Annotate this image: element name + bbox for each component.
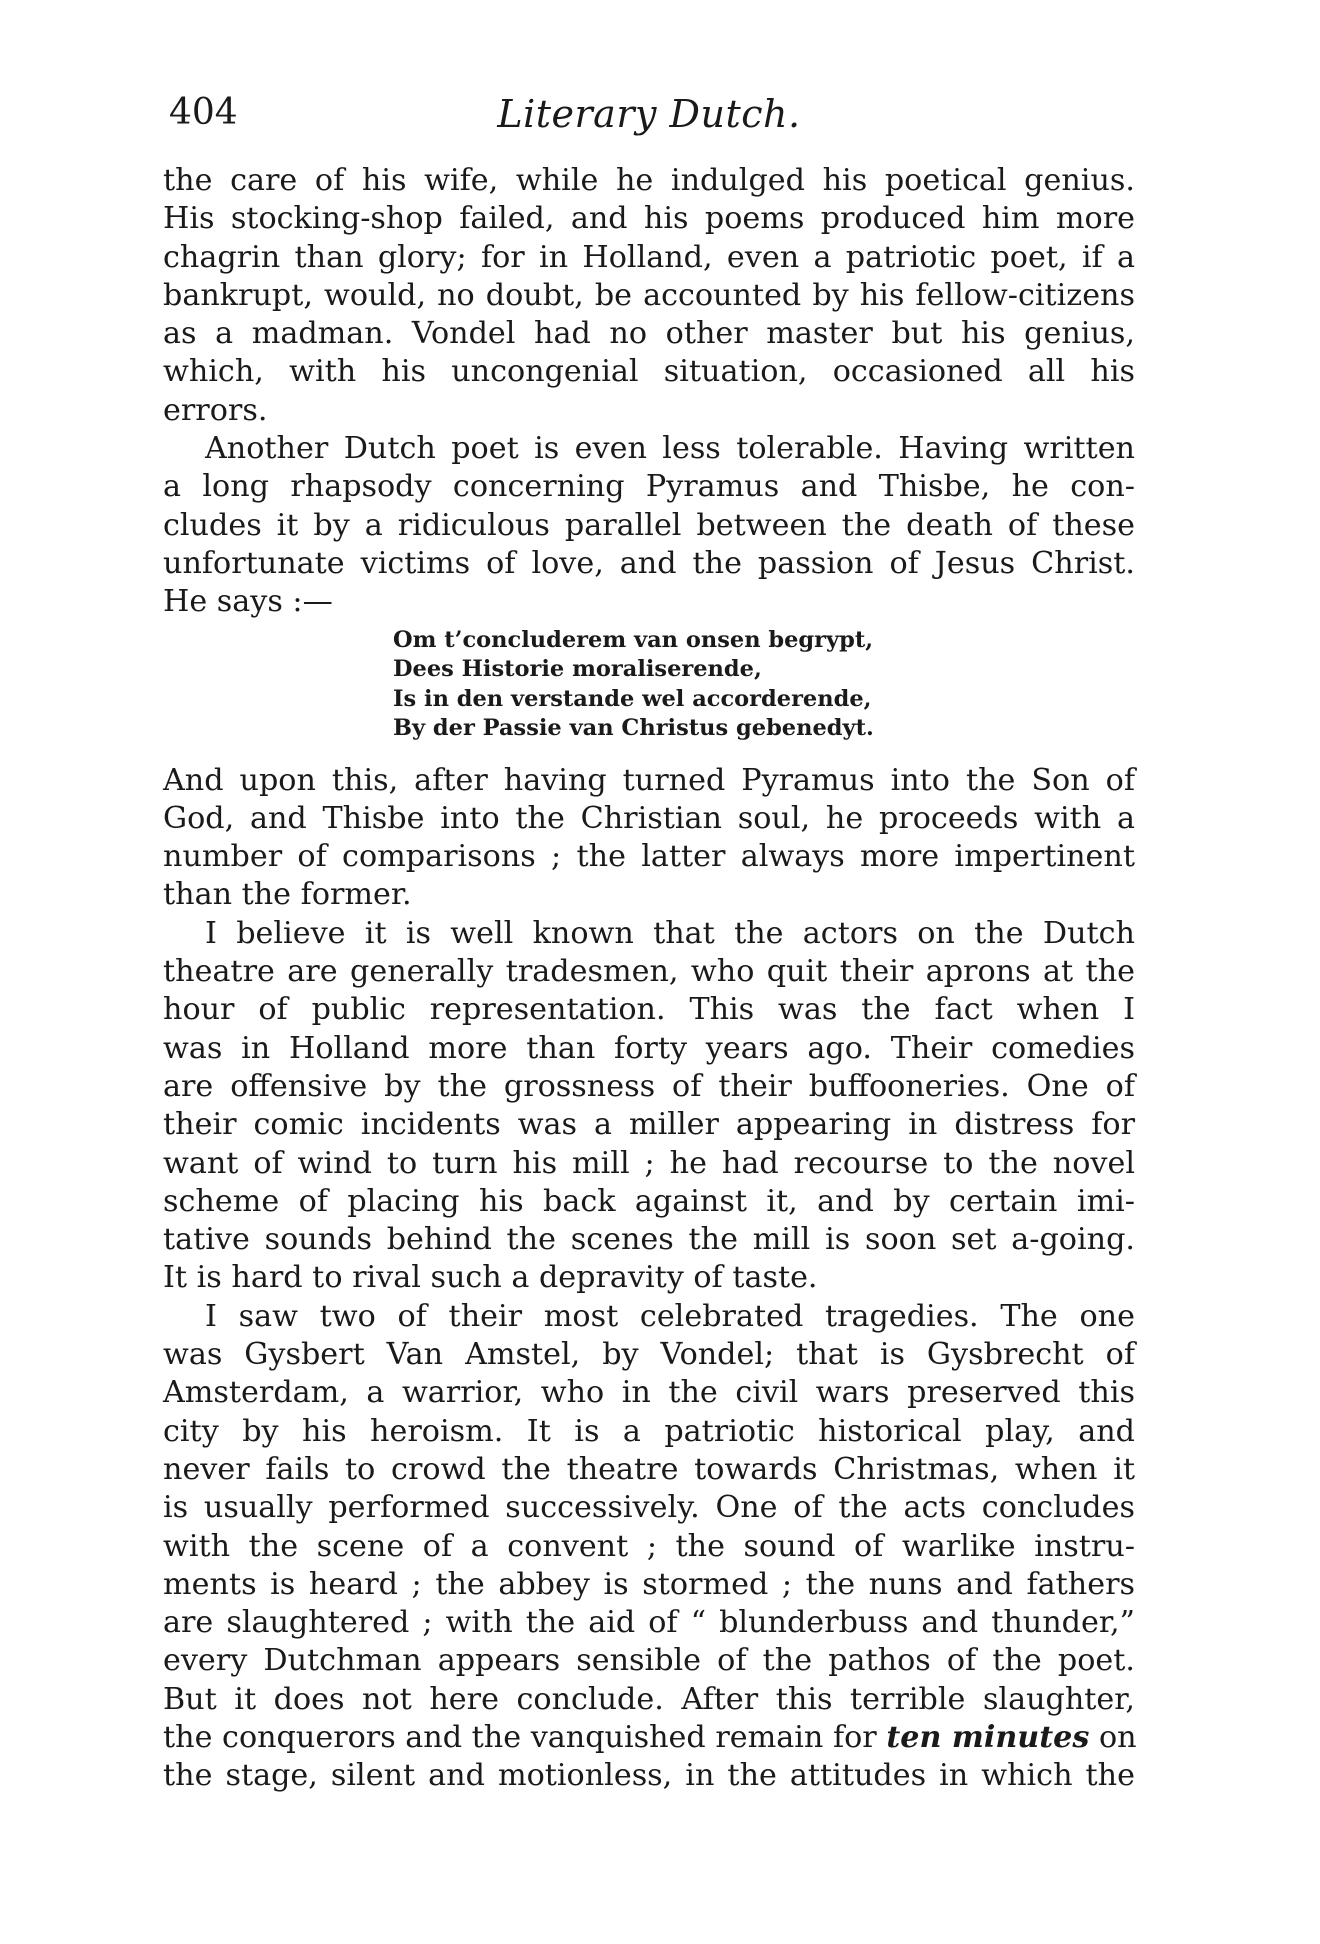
text-line: which, with his uncongenial situation, occasioned all his xyxy=(163,354,1135,390)
text-line: His stocking-shop failed, and his poems produced him more xyxy=(163,201,1135,237)
verse-line: Dees Historie moraliserende, xyxy=(393,656,762,683)
text-line: never fails to crowd the theatre towards Christmas, when it xyxy=(163,1451,1135,1487)
paragraph-pyramus-thisbe xyxy=(163,430,1135,621)
text-line: the stage, silent and motionless, in the attitudes in which the xyxy=(163,1758,1135,1794)
text-line: I believe it is well known that the actors on the Dutch xyxy=(205,915,1135,951)
text-line: unfortunate victims of love, and the passion of Jesus Christ. xyxy=(163,545,1135,581)
text-line: was Gysbert Van Amstel, by Vondel; that is Gysbrecht of xyxy=(163,1337,1135,1373)
text-line: their comic incidents was a miller appearing in distress for xyxy=(163,1107,1135,1143)
running-title: Literary Dutch. xyxy=(497,92,801,136)
text-line: But it does not here conclude. After this terrible slaughter, xyxy=(163,1681,1135,1717)
text-line: tative sounds behind the scenes the mill is soon set a-going. xyxy=(163,1222,1135,1258)
page-body xyxy=(163,162,1135,1796)
text-line: than the former. xyxy=(163,877,412,913)
verse-line: Om t’concluderem van onsen begrypt, xyxy=(393,626,874,653)
text-line: are offensive by the grossness of their buffooneries. One of xyxy=(163,1068,1135,1104)
paragraph-vondel-genius xyxy=(163,162,1135,430)
paragraph-comparisons xyxy=(163,762,1135,915)
book-page xyxy=(163,92,1135,1796)
text-line-with-emphasis xyxy=(163,1719,1135,1757)
text-line: city by his heroism. It is a patriotic historical play, and xyxy=(163,1413,1135,1449)
text-line: ments is heard ; the abbey is stormed ; the nuns and fathers xyxy=(163,1566,1135,1602)
text-line: And upon this, after having turned Pyramus into the Son of xyxy=(163,762,1135,798)
text-line: He says :— xyxy=(163,584,333,620)
text-line: with the scene of a convent ; the sound of warlike instru- xyxy=(163,1528,1135,1564)
text-line: are slaughtered ; with the aid of “ blunderbuss and thunder,” xyxy=(163,1605,1135,1641)
emphasized-text: ten minutes xyxy=(886,1719,1090,1755)
text-line: as a madman. Vondel had no other master but his genius, xyxy=(163,316,1135,352)
text-line: is usually performed successively. One of the acts concludes xyxy=(163,1490,1135,1526)
text-line: theatre are generally tradesmen, who quit their aprons at the xyxy=(163,954,1135,990)
text-segment: the conquerors and the vanquished remain for xyxy=(163,1719,887,1755)
text-line: number of comparisons ; the latter always more impertinent xyxy=(163,839,1135,875)
paragraph-tragedies xyxy=(163,1298,1135,1796)
text-line: the care of his wife, while he indulged his poetical genius. xyxy=(163,163,1135,198)
text-line: was in Holland more than forty years ago. Their comedies xyxy=(163,1030,1135,1066)
text-line: God, and Thisbe into the Christian soul, he proceeds with a xyxy=(163,800,1135,836)
text-line: bankrupt, would, no doubt, be accounted by his fellow-citizens xyxy=(163,277,1135,313)
text-line: scheme of placing his back against it, and by certain imi- xyxy=(163,1183,1135,1219)
text-line: a long rhapsody concerning Pyramus and Thisbe, he con- xyxy=(163,469,1135,505)
paragraph-dutch-actors xyxy=(163,915,1135,1298)
text-line: It is hard to rival such a depravity of taste. xyxy=(163,1260,818,1296)
text-line: errors. xyxy=(163,392,268,428)
text-line: I saw two of their most celebrated tragedies. The one xyxy=(205,1298,1135,1334)
text-line: hour of public representation. This was the fact when I xyxy=(163,992,1135,1028)
text-line: want of wind to turn his mill ; he had recourse to the novel xyxy=(163,1145,1135,1181)
page-header xyxy=(163,92,1135,148)
text-segment: on xyxy=(1089,1719,1137,1755)
text-line: Amsterdam, a warrior, who in the civil wars preserved this xyxy=(163,1375,1135,1411)
page-number: 404 xyxy=(169,92,238,133)
verse-line: Is in den verstande wel accorderende, xyxy=(393,685,872,712)
text-line: every Dutchman appears sensible of the pathos of the poet. xyxy=(163,1643,1135,1679)
verse-line: By der Passie van Christus gebenedyt. xyxy=(393,715,874,742)
text-line: chagrin than glory; for in Holland, even a patriotic poet, if a xyxy=(163,239,1135,275)
text-line: cludes it by a ridiculous parallel between the death of these xyxy=(163,507,1135,543)
text-line: Another Dutch poet is even less tolerable. Having written xyxy=(205,431,1135,467)
verse-quotation xyxy=(393,626,1135,744)
